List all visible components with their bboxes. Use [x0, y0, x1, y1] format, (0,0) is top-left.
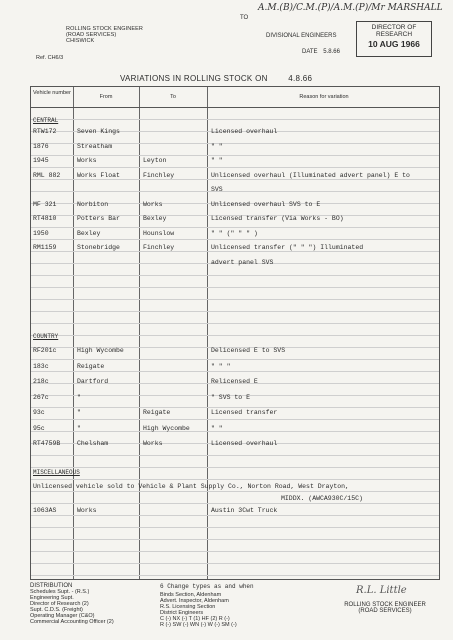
distribution-mid-line: District Engineers — [160, 610, 204, 616]
distribution-line: Engineering Supt. — [30, 595, 74, 601]
vehicle-number: 1876 — [33, 142, 49, 150]
ruled-line — [31, 551, 439, 552]
ruled-line — [31, 515, 439, 516]
col-divider — [207, 87, 208, 579]
vehicle-number: 218c — [33, 378, 49, 385]
distribution-block — [30, 583, 150, 625]
stamp-line-2: RESEARCH — [375, 31, 413, 38]
distribution-mid-block — [160, 592, 320, 628]
distribution-title: DISTRIBUTION — [30, 583, 73, 589]
variation-reason: Licensed transfer — [211, 409, 278, 416]
header-divider — [31, 107, 439, 108]
signoff-line-1: ROLLING STOCK ENGINEER — [344, 602, 426, 608]
vehicle-number: RM1159 — [33, 244, 57, 251]
ruled-line — [31, 575, 439, 576]
vehicle-number: 1950 — [33, 229, 49, 237]
from-location: " — [77, 409, 81, 416]
vehicle-number: RTW172 — [33, 128, 57, 135]
ruled-line — [31, 155, 439, 156]
distribution-mid-line: C (-) NX (-) T (1) HF (2) R (-) — [160, 616, 230, 622]
from-location: Reigate — [77, 362, 105, 370]
reference: Ref. CH6/3 — [36, 55, 64, 61]
ruled-line — [31, 179, 439, 180]
variation-reason: Delicensed E to SVS — [211, 347, 286, 354]
ruled-line — [31, 251, 439, 252]
vehicle-number: 95c — [33, 424, 45, 432]
ruled-line — [31, 527, 439, 528]
col-header-vehicle: Vehicle number — [33, 90, 71, 96]
vehicle-number: RT4810 — [33, 215, 57, 222]
from-location: High Wycombe — [77, 347, 124, 354]
ruled-line — [31, 191, 439, 192]
ruled-line — [31, 479, 439, 480]
vehicle-number: RF201c — [33, 347, 57, 354]
distribution-mid-line: Binds Section, Aldenham — [160, 592, 222, 598]
ruled-line — [31, 419, 439, 420]
distribution-line: Commercial Accounting Officer (2) — [30, 619, 114, 625]
variation-reason: Austin 3Cwt Truck — [211, 507, 278, 514]
from-location: Works Float — [77, 171, 120, 179]
to-location: Finchley — [143, 244, 175, 251]
signoff-block — [330, 602, 440, 614]
variation-reason: " " — [211, 157, 223, 164]
variation-reason: Unlicensed overhaul SVS to E — [211, 200, 321, 208]
date-value: 5.8.66 — [323, 49, 340, 55]
from-location: Chelsham — [77, 440, 109, 447]
col-header-to: To — [170, 94, 176, 100]
ruled-line — [31, 431, 439, 432]
org-line-3: CHISWICK — [66, 38, 95, 45]
ruled-line — [31, 371, 439, 372]
col-header-reason: Reason for variation — [299, 94, 349, 100]
ruled-line — [31, 407, 439, 408]
ruled-line — [31, 503, 439, 504]
variation-reason: Licensed overhaul — [211, 440, 278, 447]
ruled-line — [31, 491, 439, 492]
ruled-line — [31, 287, 439, 288]
from-location: Dartford — [77, 378, 109, 385]
distribution-line: Supt. C.D.S. (Freight) — [30, 607, 83, 613]
ruled-line — [31, 323, 439, 324]
from-location: Norbiton — [77, 200, 109, 208]
ruled-line — [31, 455, 439, 456]
ruled-line — [31, 167, 439, 168]
variation-reason: Unlicensed overhaul (Illuminated advert panel) E to — [211, 171, 410, 179]
vehicle-number: RML 882 — [33, 171, 61, 179]
distribution-mid-line: R.S. Licensing Section — [160, 604, 216, 610]
variation-reason: advert panel SVS — [211, 258, 274, 266]
ruled-line — [31, 359, 439, 360]
distribution-line: Director of Research (2) — [30, 601, 89, 607]
org-line-1: ROLLING STOCK ENGINEER — [66, 26, 143, 32]
ruled-line — [31, 227, 439, 228]
variation-reason: Licensed overhaul — [211, 128, 278, 135]
misc-text: MIDDX. (AWCA930C/15C) — [281, 495, 363, 502]
ruled-line — [31, 311, 439, 312]
document-title — [120, 74, 312, 83]
title-date: 4.8.66 — [288, 74, 313, 83]
from-location: Streatham — [77, 142, 113, 150]
ruled-line — [31, 563, 439, 564]
vehicle-number: 1063AS — [33, 507, 57, 514]
from-location: Seven Kings — [77, 128, 120, 135]
date-label: DATE — [302, 49, 318, 55]
date-line — [302, 49, 340, 55]
to-label: TO — [240, 15, 249, 21]
to-location: Reigate — [143, 409, 171, 416]
to-location: High Wycombe — [143, 424, 190, 432]
distribution-line: Schedules Supt. - (R.S.) — [30, 589, 90, 595]
col-divider — [73, 87, 74, 579]
to-location: Works — [143, 440, 163, 447]
from-location: Works — [77, 157, 97, 164]
from-location: Works — [77, 507, 97, 514]
from-location: Potters Bar — [77, 215, 120, 222]
col-header-from: From — [99, 94, 113, 100]
from-location: Stonebridge — [77, 244, 120, 251]
handwritten-note: 6 Change types as and when — [160, 583, 254, 590]
ruled-line — [31, 539, 439, 540]
from-location: " — [77, 393, 81, 401]
variation-reason: " " — [211, 424, 223, 432]
addressee: DIVISIONAL ENGINEERS — [266, 33, 337, 39]
ruled-line — [31, 119, 439, 120]
to-location: Finchley — [143, 171, 175, 179]
received-stamp — [356, 21, 432, 57]
to-location: Works — [143, 200, 163, 208]
vehicle-number: 1945 — [33, 157, 49, 164]
org-line-2: (ROAD SERVICES) — [66, 32, 117, 39]
vehicle-number: RT4759B — [33, 440, 61, 447]
ruled-line — [31, 239, 439, 240]
from-location: Bexley — [77, 229, 101, 237]
variation-reason: " SVS to E — [211, 393, 251, 401]
ruled-line — [31, 335, 439, 336]
distribution-mid-line: Advert. Inspector, Aldenham — [160, 598, 229, 604]
col-divider — [139, 87, 140, 579]
ruled-line — [31, 299, 439, 300]
handwritten-recipients: A.M.(B)/C.M.(P)/A.M.(P)/Mr MARSHALL — [258, 3, 443, 13]
variation-reason: " " (" " " ) — [211, 229, 258, 237]
variation-reason: " " " — [211, 362, 231, 370]
variation-reason: SVS — [211, 186, 223, 193]
stamp-date: 10 AUG 1966 — [368, 39, 420, 49]
variation-reason: " " — [211, 142, 223, 150]
ruled-line — [31, 275, 439, 276]
variation-reason: Unlicensed transfer (" " ") Illuminated — [211, 244, 364, 251]
distribution-mid-line: R (-) SW (-) WN (-) W (-) SM (-) — [160, 622, 237, 628]
misc-text: Unlicensed vehicle sold to Vehicle & Plant Supply Co., Norton Road, West Drayton, — [33, 483, 349, 490]
title-text: VARIATIONS IN ROLLING STOCK ON — [120, 74, 268, 83]
from-location: " — [77, 424, 81, 432]
variation-reason: Relicensed E — [211, 378, 258, 385]
org-block — [66, 26, 226, 45]
signature: R.L. Little — [356, 585, 407, 596]
ruled-line — [31, 467, 439, 468]
section-country: COUNTRY — [33, 333, 59, 340]
section-misc: MISCELLANEOUS — [33, 469, 80, 476]
stamp-line-1: DIRECTOR OF — [371, 24, 417, 31]
signoff-line-2: (ROAD SERVICES) — [358, 608, 412, 614]
section-central: CENTRAL — [33, 117, 59, 124]
distribution-line: Operating Manager (C&O) — [30, 613, 95, 619]
vehicle-number: 93c — [33, 409, 45, 416]
to-location: Leyton — [143, 157, 167, 164]
vehicle-number: MF 321 — [33, 200, 57, 208]
vehicle-number: 183c — [33, 362, 49, 370]
vehicle-number: 267c — [33, 393, 49, 401]
to-location: Bexley — [143, 215, 167, 222]
to-location: Hounslow — [143, 229, 175, 237]
variations-table — [30, 86, 440, 580]
variation-reason: Licensed transfer (Via Works - BO) — [211, 215, 344, 222]
